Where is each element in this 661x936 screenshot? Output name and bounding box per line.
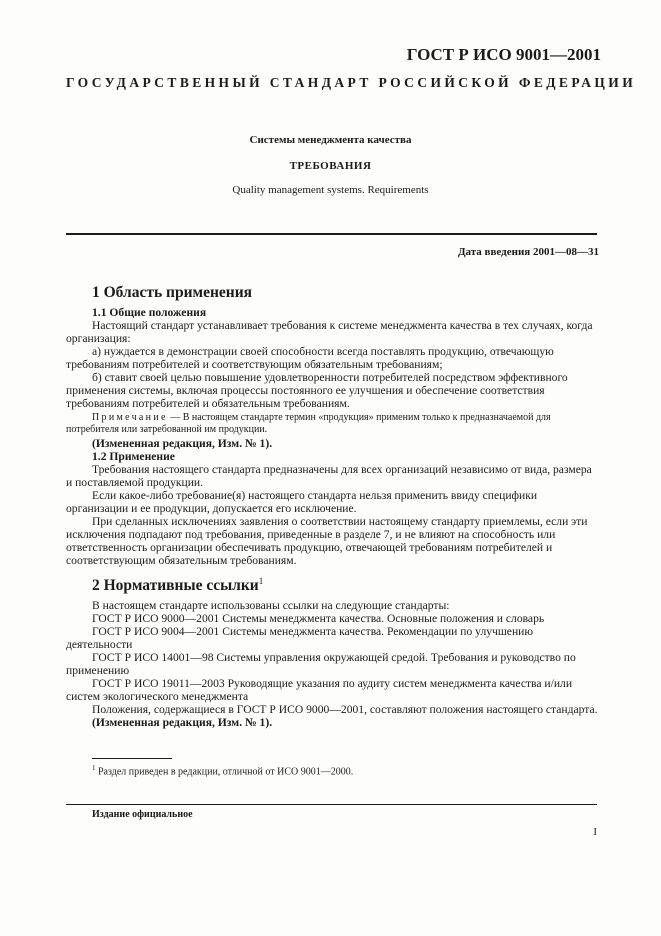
title-russian: Системы менеджмента качества — [249, 134, 412, 146]
title-requirements: ТРЕБОВАНИЯ — [289, 160, 372, 172]
paragraph: Требования настоящего стандарта предназначены для всех организаций независимо от вида, размера и поставляемой продукции. — [66, 463, 592, 489]
section-2-heading-text: 2 Нормативные ссылки — [92, 577, 259, 595]
reference-item: ГОСТ Р ИСО 9004—2001 Системы менеджмента качества. Рекомендации по улучшению деятельности — [66, 625, 534, 651]
header-divider — [66, 233, 597, 235]
subsection-1-1-heading: 1.1 Общие положения — [92, 306, 207, 319]
paragraph: В настоящем стандарте использованы ссылки на следующие стандарты: — [92, 599, 450, 612]
footnote-divider — [92, 758, 172, 759]
section-2-heading — [92, 576, 263, 595]
page-number: I — [593, 826, 597, 838]
footnote — [92, 764, 353, 777]
amendment-note: (Измененная редакция, Изм. № 1). — [92, 437, 273, 450]
note-label: Примечание — [92, 412, 168, 423]
introduction-date: Дата введения 2001—08—31 — [457, 246, 599, 258]
footer-divider — [66, 804, 597, 805]
paragraph: а) нуждается в демонстрации своей способности всегда поставлять продукцию, отвечающую требованиям потребителей и соответствующим обязательным требованиям; — [66, 345, 554, 371]
footnote-mark: 1 — [92, 764, 96, 772]
reference-item: ГОСТ Р ИСО 9000—2001 Системы менеджмента качества. Основные положения и словарь — [92, 612, 545, 625]
footnote-ref: 1 — [258, 576, 264, 586]
state-standard-banner: ГОСУДАРСТВЕННЫЙ СТАНДАРТ РОССИЙСКОЙ ФЕДЕРАЦИИ — [66, 75, 637, 90]
section-1-heading: 1 Область применения — [92, 284, 253, 301]
reference-item: ГОСТ Р ИСО 19011—2003 Руководящие указания по аудиту систем менеджмента качества и/или систем экологического менеджмента — [66, 677, 573, 703]
paragraph: Если какое-либо требование(я) настоящего стандарта нельзя применить ввиду специфики организации и ее продукции, допускается его исключение. — [66, 489, 538, 515]
reference-item: ГОСТ Р ИСО 14001—98 Системы управления окружающей средой. Требования и руководство по применению — [66, 651, 576, 677]
edition-label: Издание официальное — [92, 809, 193, 820]
paragraph: Настоящий стандарт устанавливает требования к системе менеджмента качества в тех случаях, когда организация: — [66, 319, 593, 345]
note-text: — В настоящем стандарте термин «продукция» применим только к предназначаемой для потребителя или затребованной им продукции. — [66, 412, 551, 435]
footnote-text: Раздел приведен в редакции, отличной от ИСО 9001—2000. — [95, 766, 354, 778]
document-code: ГОСТ Р ИСО 9001—2001 — [406, 45, 601, 64]
paragraph: Положения, содержащиеся в ГОСТ Р ИСО 9000—2001, составляют положения настоящего стандарта. — [92, 703, 598, 716]
section-2-body — [66, 599, 598, 729]
amendment-note: (Измененная редакция, Изм. № 1). — [92, 716, 273, 729]
paragraph: При сделанных исключениях заявления о соответствии настоящему стандарту приемлемы, если эти исключения подпадают под требования, приведенные в разделе 7, и не влияют на способность или ответственность организации обеспечивать продукцию, отвечающей требованиям потребителей и соответствующим обязательным требованиям. — [66, 515, 588, 567]
paragraph: б) ставит своей целью повышение удовлетворенности потребителей посредством эффективного применения системы, включая процессы постоянного ее улучшения и обеспечение соответствия требованиям потребителей и обязательным требованиям. — [66, 371, 568, 410]
subsection-1-2-heading: 1.2 Применение — [92, 450, 175, 463]
section-1-body — [66, 306, 598, 567]
note — [66, 412, 598, 435]
title-english: Quality management systems. Requirements — [232, 184, 429, 196]
